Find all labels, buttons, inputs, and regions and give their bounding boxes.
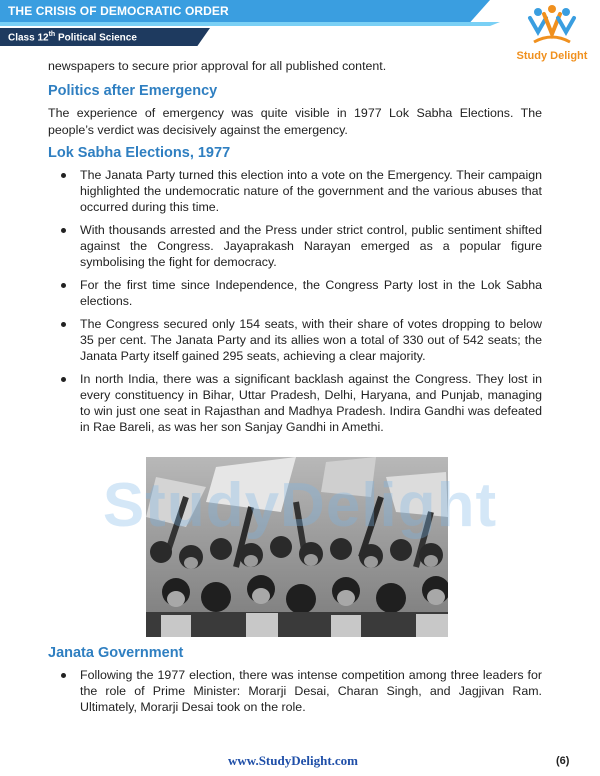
bullet-icon: [61, 283, 66, 288]
page-content: [48, 58, 542, 435]
bullet-icon: [61, 228, 66, 233]
elections-bullet-list: [48, 167, 542, 435]
page-number: (6): [556, 755, 570, 767]
logo-figures-icon: [526, 4, 578, 48]
list-item: In north India, there was a significant backlash against the Congress. They lost in every constituency in Bihar, Uttar Pradesh, Delhi, Haryana, and Punjab, managing to win just one seat in Rajasthan and Madhya Pradesh. Indira Gandhi was defeated in Rae Bareli, as was her son Sanjay Gandhi in Amethi.: [48, 371, 542, 435]
watermark-text: StudyDelight: [102, 471, 498, 540]
logo-text: Study Delight: [516, 50, 588, 62]
heading-janata-government: Janata Government: [48, 645, 184, 661]
study-delight-logo: [512, 4, 592, 66]
header-stripe: [0, 22, 500, 26]
bullet-icon: [61, 377, 66, 382]
heading-politics-after-emergency: Politics after Emergency: [48, 83, 218, 99]
heading-lok-sabha-elections-1977: Lok Sabha Elections, 1977: [48, 145, 231, 161]
footer-website-link[interactable]: www.StudyDelight.com: [228, 753, 359, 768]
politics-after-emergency-text: The experience of emergency was quite visible in 1977 Lok Sabha Elections. The people’s verdict was decisively against the emergency.: [48, 106, 542, 137]
intro-line: newspapers to secure prior approval for all published content.: [48, 59, 387, 73]
list-item: The Janata Party turned this election into a vote on the Emergency. Their campaign highlighted the undemocratic nature of the government and the various abuses that occurred during this time.: [48, 167, 542, 215]
list-item: The Congress secured only 154 seats, with their share of votes dropping to below 35 per cent. The Janata Party and its allies won a total of 330 out of 542 seats; the Janata Party itself gained 295 seats, achieving a clear majority.: [48, 316, 542, 364]
list-item: Following the 1977 election, there was intense competition among three leaders for the role of Prime Minister: Morarji Desai, Charan Singh, and Jagjivan Ram. Ultimately, Morarji Desai took on the role.: [48, 667, 542, 715]
bullet-icon: [61, 673, 66, 678]
document-title: THE CRISIS OF DEMOCRATIC ORDER: [8, 4, 229, 18]
list-item: For the first time since Independence, the Congress Party lost in the Lok Sabha elections.: [48, 277, 542, 309]
class-label: Class 12th Political Science: [8, 31, 137, 44]
janata-bullet-list: [48, 667, 542, 715]
bullet-icon: [61, 322, 66, 327]
list-item: With thousands arrested and the Press under strict control, public sentiment shifted against the Congress. Jayaprakash Narayan emerged as a popular figure symbolising the fight for democracy.: [48, 222, 542, 270]
bullet-icon: [61, 173, 66, 178]
janata-section: [48, 645, 542, 715]
